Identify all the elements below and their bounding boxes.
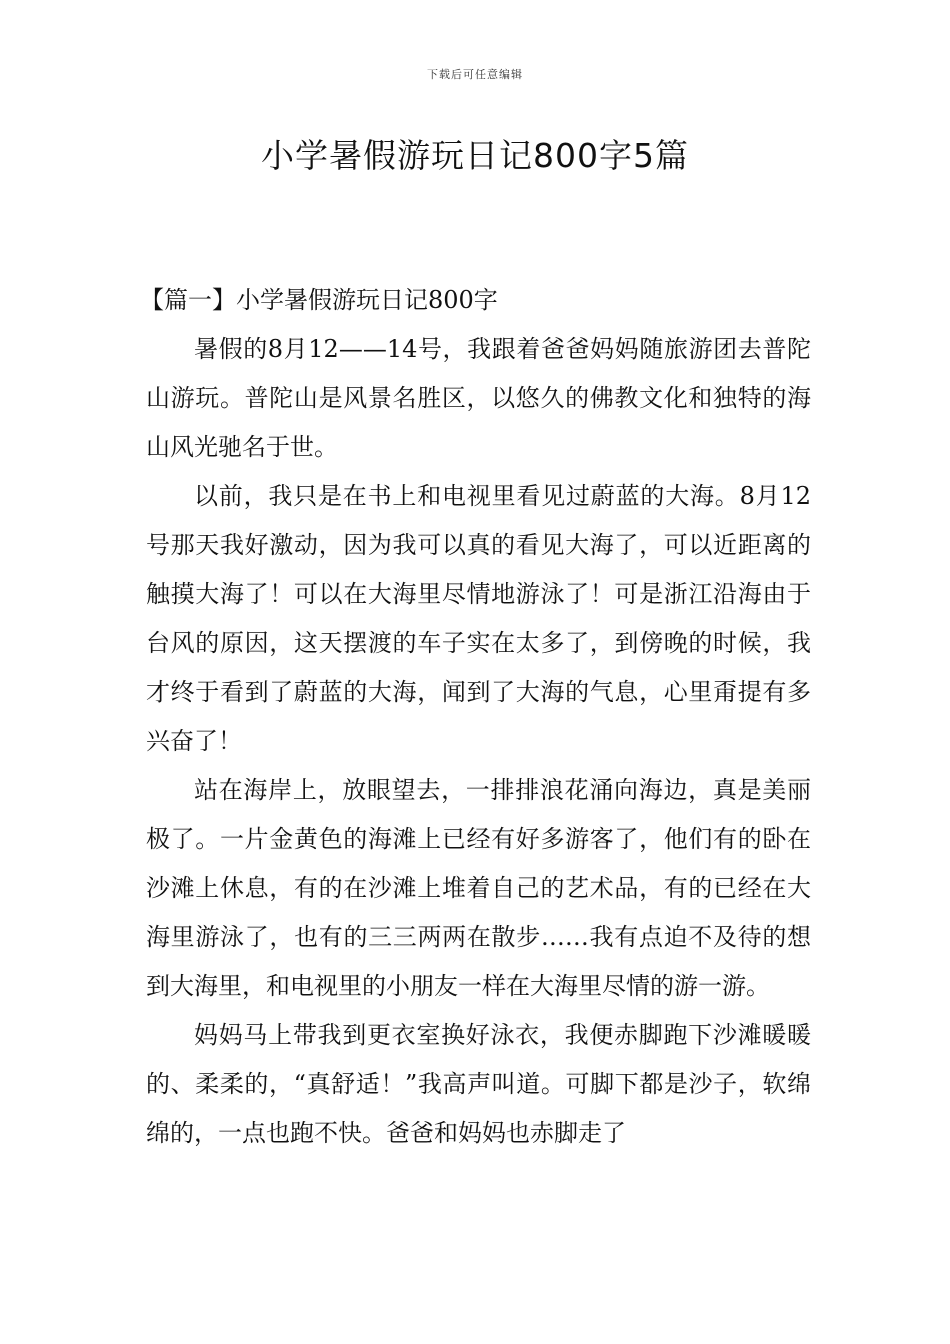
paragraph: 以前，我只是在书上和电视里看见过蔚蓝的大海。8月12号那天我好激动，因为我可以真的看见大海了，可以近距离的触摸大海了！可以在大海里尽情地游泳了！可是浙江沿海由于台风的原因，这天摆渡的车子实在太多了，到傍晚的时候，我才终于看到了蔚蓝的大海，闻到了大海的气息，心里甭提有多兴奋了！ bbox=[146, 482, 811, 755]
paragraph: 妈妈马上带我到更衣室换好泳衣，我便赤脚跑下沙滩暖暖的、柔柔的，“真舒适！”我高声叫道。可脚下都是沙子，软绵绵的，一点也跑不快。爸爸和妈妈也赤脚走了 bbox=[146, 1021, 811, 1147]
document-body bbox=[140, 276, 811, 1158]
header-note: 下载后可任意编辑 bbox=[427, 68, 523, 81]
section-heading: 【篇一】小学暑假游玩日记800字 bbox=[140, 286, 498, 314]
document-title: 小学暑假游玩日记800字5篇 bbox=[261, 136, 689, 175]
paragraph: 站在海岸上，放眼望去，一排排浪花涌向海边，真是美丽极了。一片金黄色的海滩上已经有好多游客了，他们有的卧在沙滩上休息，有的在沙滩上堆着自己的艺术品，有的已经在大海里游泳了，也有的三三两两在散步……我有点迫不及待的想到大海里，和电视里的小朋友一样在大海里尽情的游一游。 bbox=[146, 776, 811, 1000]
paragraph: 暑假的8月12——14号，我跟着爸爸妈妈随旅游团去普陀山游玩。普陀山是风景名胜区，以悠久的佛教文化和独特的海山风光驰名于世。 bbox=[146, 335, 811, 461]
